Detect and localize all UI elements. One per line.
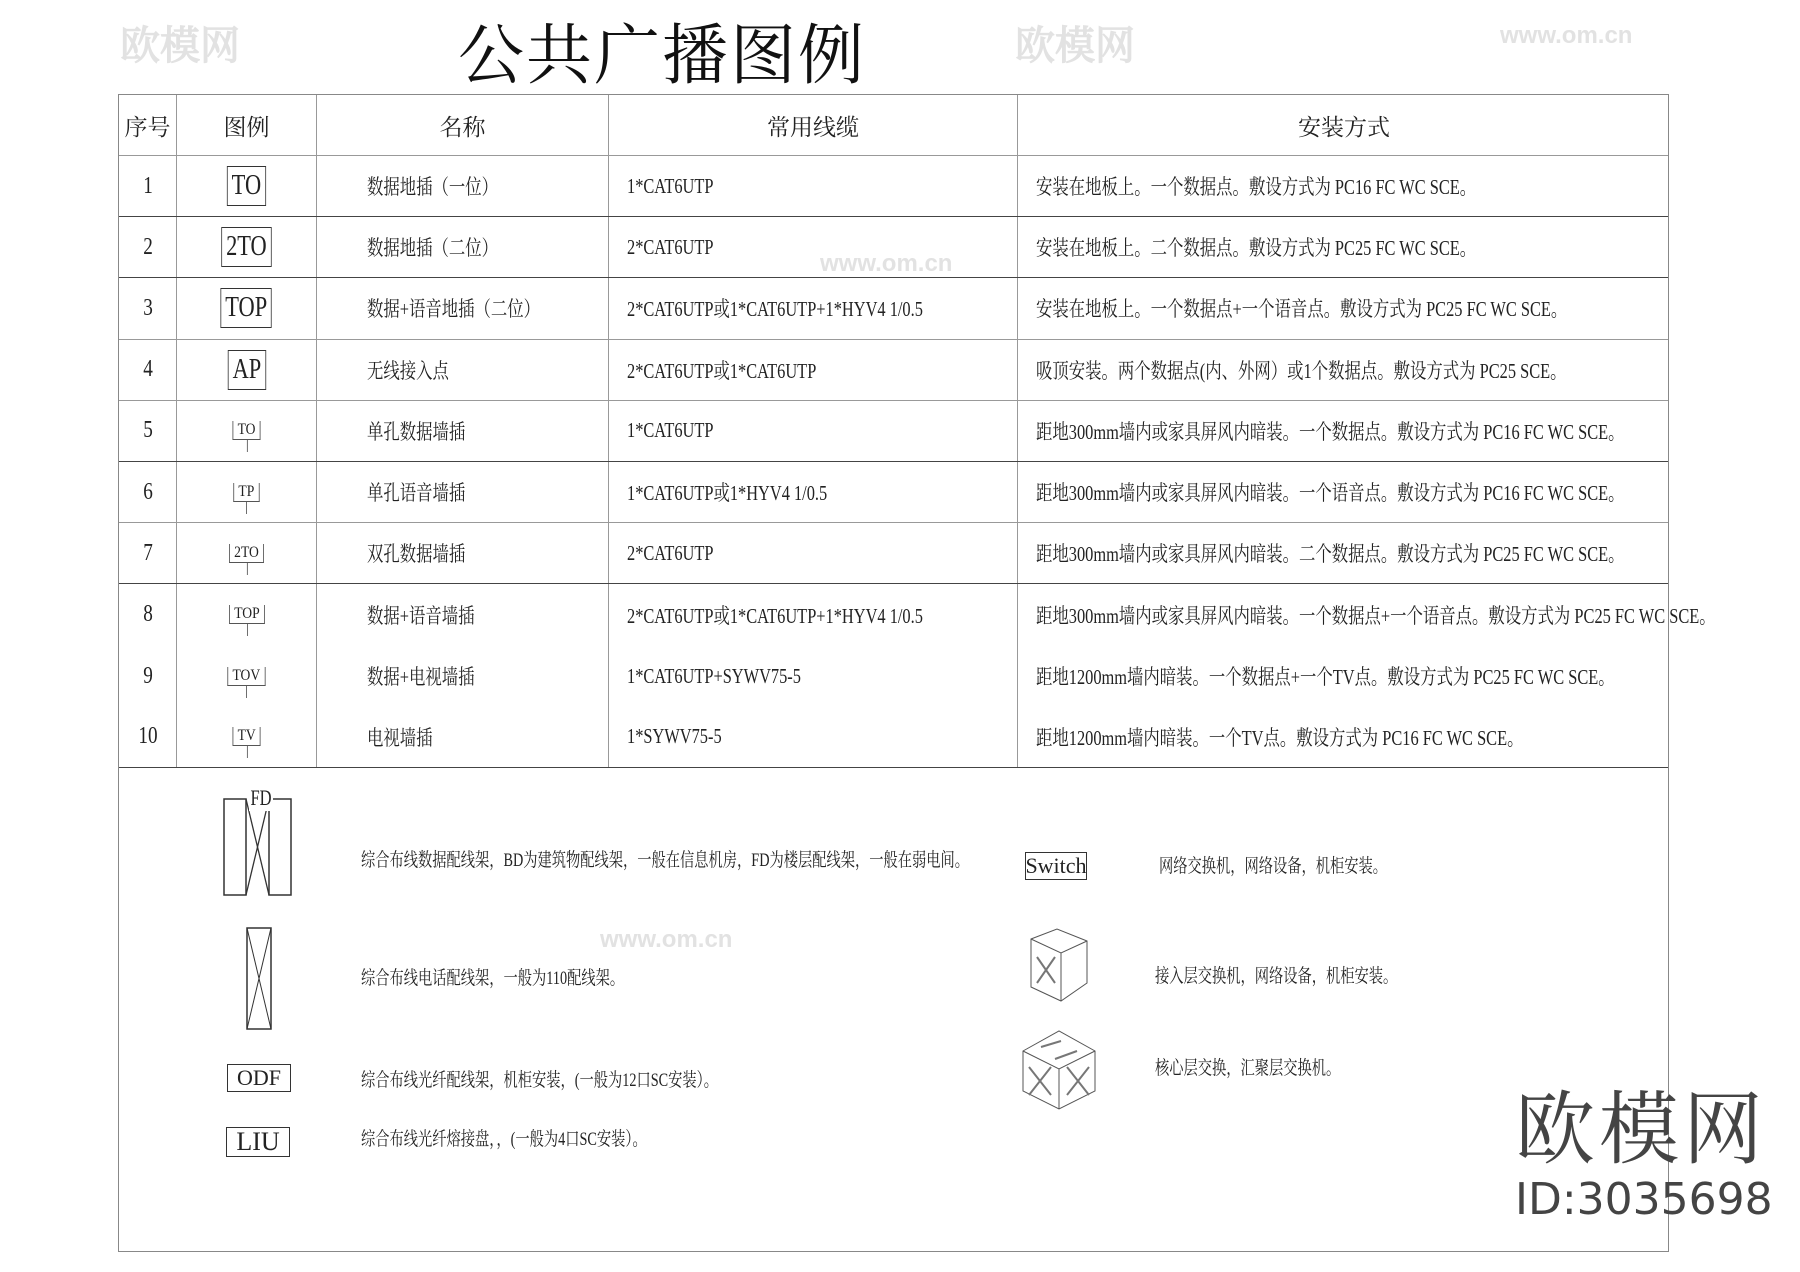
floor-outlet-symbol: TOP — [221, 288, 273, 328]
fd-label: FD — [250, 785, 272, 810]
table-row — [119, 523, 1668, 584]
brand-name: 欧模网 — [1515, 1083, 1767, 1176]
table-row — [119, 584, 1716, 645]
header-cable: 常用线缆 — [609, 95, 1018, 155]
row-name — [317, 217, 609, 277]
row-cable — [609, 401, 1018, 461]
wall-outlet-symbol: 2TO — [229, 544, 264, 563]
row-symbol — [177, 278, 317, 338]
row-install-text: 距地300mm墙内或家具屏风内暗装。一个数据点。敷设方式为 PC16 FC WC SCE。 — [1036, 419, 1625, 444]
wall-outlet-symbol: TP — [233, 483, 259, 502]
row-cable — [609, 646, 1018, 707]
header-symbol: 图例 — [177, 95, 317, 155]
row-number-text: 3 — [142, 294, 153, 321]
row-name-text: 单孔数据墙插 — [367, 419, 466, 444]
table-row — [119, 707, 1668, 768]
row-name-text: 电视墙插 — [367, 725, 433, 750]
row-symbol — [177, 707, 317, 767]
brand-id: ID:3035698 — [1515, 1174, 1773, 1225]
odf-symbol: ODF — [227, 1064, 291, 1092]
row-install — [1018, 340, 1670, 400]
row-install-text: 安装在地板上。二个数据点。敷设方式为 PC25 FC WC SCE。 — [1036, 236, 1477, 261]
row-name-text: 双孔数据墙插 — [367, 542, 466, 567]
watermark-logo: 欧模网 — [120, 24, 240, 68]
row-number-text: 4 — [142, 356, 153, 383]
row-number-text: 8 — [142, 601, 153, 628]
watermark-site: www.om.cn — [600, 926, 733, 953]
row-name-text: 数据+语音墙插 — [367, 603, 475, 628]
row-symbol — [177, 462, 317, 522]
row-number — [119, 217, 177, 277]
row-cable-text: 1*CAT6UTP+SYWV75-5 — [627, 663, 801, 688]
row-number — [119, 156, 177, 216]
header-no: 序号 — [119, 95, 177, 155]
table-row — [119, 401, 1668, 462]
row-install — [1018, 217, 1670, 277]
core-switch-icon — [1021, 1029, 1097, 1111]
row-install-text: 距地300mm墙内或家具屏风内暗装。二个数据点。敷设方式为 PC25 FC WC SCE。 — [1036, 542, 1625, 567]
row-cable — [609, 462, 1018, 522]
row-name — [317, 401, 609, 461]
row-symbol — [177, 401, 317, 461]
row-number — [119, 401, 177, 461]
row-install-text: 安装在地板上。一个数据点+一个语音点。敷设方式为 PC25 FC WC SCE。 — [1036, 297, 1568, 322]
watermark-site: www.om.cn — [1500, 22, 1633, 49]
row-name — [317, 523, 609, 583]
row-name — [317, 462, 609, 522]
row-install — [1018, 278, 1670, 338]
row-name — [317, 646, 609, 707]
row-number-text: 5 — [142, 417, 153, 444]
row-cable-text: 1*CAT6UTP — [627, 173, 714, 198]
row-number — [119, 278, 177, 338]
row-cable-text: 1*CAT6UTP — [627, 418, 714, 443]
row-cable — [609, 278, 1018, 338]
fd-description: 综合布线数据配线架，BD为建筑物配线架，一般在信息机房，FD为楼层配线架，一般在弱电间。 — [361, 850, 970, 871]
row-number — [119, 646, 177, 707]
liu-symbol: LIU — [226, 1127, 290, 1157]
switch-symbol: Switch — [1025, 853, 1087, 878]
floor-outlet-symbol: TO — [227, 166, 266, 206]
table-row — [119, 462, 1668, 523]
row-name — [317, 340, 609, 400]
odf-description: 综合布线光纤配线架，机柜安装，(一般为12口SC安装）。 — [361, 1070, 719, 1091]
row-number-text: 7 — [142, 539, 153, 566]
row-cable — [609, 707, 1018, 767]
table-header — [119, 95, 1668, 156]
switch-description: 网络交换机，网络设备，机柜安装。 — [1159, 856, 1388, 877]
row-name-text: 数据+语音地插（二位） — [367, 297, 541, 322]
access-switch-description: 接入层交换机，网络设备，机柜安装。 — [1155, 966, 1398, 987]
row-number — [119, 462, 177, 522]
page-title: 公共广播图例 — [458, 20, 866, 93]
row-number — [119, 707, 177, 767]
table-row — [119, 340, 1668, 401]
table-row — [119, 646, 1668, 707]
row-name — [317, 278, 609, 338]
row-cable — [609, 523, 1018, 583]
row-cable-text: 1*CAT6UTP或1*HYV4 1/0.5 — [627, 481, 828, 506]
watermark-site: www.om.cn — [820, 250, 953, 277]
row-install-text: 距地300mm墙内或家具屏风内暗装。一个数据点+一个语音点。敷设方式为 PC25 FC WC SCE。 — [1036, 603, 1716, 628]
row-name-text: 单孔语音墙插 — [367, 481, 466, 506]
row-cable-text: 1*SYWV75-5 — [627, 724, 722, 749]
row-cable — [609, 217, 1018, 277]
watermark-logo: 欧模网 — [1015, 24, 1135, 68]
table-row — [119, 217, 1668, 278]
row-cable-text: 2*CAT6UTP — [627, 234, 714, 259]
row-number — [119, 584, 177, 645]
row-number-text: 9 — [142, 662, 153, 689]
wall-outlet-symbol: TO — [232, 421, 260, 440]
row-name-text: 数据地插（二位） — [367, 236, 499, 261]
row-install — [1018, 156, 1670, 216]
row-install-text: 安装在地板上。一个数据点。敷设方式为 PC16 FC WC SCE。 — [1036, 175, 1477, 200]
table-row — [119, 156, 1668, 217]
row-name-text: 无线接入点 — [367, 358, 449, 383]
row-cable — [609, 340, 1018, 400]
header-name: 名称 — [317, 95, 609, 155]
row-install — [1018, 523, 1670, 583]
row-install-text: 距地300mm墙内或家具屏风内暗装。一个语音点。敷设方式为 PC16 FC WC SCE。 — [1036, 481, 1625, 506]
floor-outlet-symbol: AP — [227, 350, 265, 390]
legend-table — [118, 94, 1716, 1252]
row-number-text: 1 — [142, 172, 153, 199]
brand-watermark — [1515, 1085, 1773, 1225]
row-install-text: 距地1200mm墙内暗装。一个数据点+一个TV点。敷设方式为 PC25 FC WC SCE。 — [1036, 665, 1615, 690]
table-row — [119, 278, 1668, 339]
row-install — [1018, 584, 1716, 645]
floor-outlet-symbol: 2TO — [221, 227, 271, 267]
row-cable — [609, 584, 1018, 645]
row-name-text: 数据地插（一位） — [367, 175, 499, 200]
row-install-text: 吸顶安装。两个数据点(内、外网）或1个数据点。敷设方式为 PC25 SCE。 — [1036, 358, 1567, 383]
row-name-text: 数据+电视墙插 — [367, 665, 475, 690]
row-number — [119, 340, 177, 400]
row-symbol — [177, 523, 317, 583]
row-number-text: 10 — [137, 723, 158, 750]
wall-outlet-symbol: TOV — [228, 667, 266, 686]
phone-rack-description: 综合布线电话配线架，一般为110配线架。 — [361, 968, 625, 989]
header-install: 安装方式 — [1298, 114, 1390, 140]
access-switch-icon — [1025, 927, 1089, 1003]
row-symbol — [177, 340, 317, 400]
legend-section — [119, 767, 1668, 1247]
row-install — [1018, 707, 1670, 767]
row-name — [317, 584, 609, 645]
row-cable-text: 2*CAT6UTP或1*CAT6UTP+1*HYV4 1/0.5 — [627, 603, 923, 628]
core-switch-description: 核心层交换，汇聚层交换机。 — [1155, 1058, 1341, 1079]
row-install — [1018, 646, 1670, 707]
row-install-text: 距地1200mm墙内暗装。一个TV点。敷设方式为 PC16 FC WC SCE。 — [1036, 725, 1524, 750]
wall-outlet-symbol: TOP — [229, 605, 265, 624]
row-symbol — [177, 646, 317, 707]
phone-rack-icon — [246, 927, 272, 1031]
row-number-text: 6 — [142, 478, 153, 505]
row-install — [1018, 401, 1670, 461]
row-name — [317, 156, 609, 216]
row-number-text: 2 — [142, 233, 153, 260]
row-cable-text: 2*CAT6UTP — [627, 540, 714, 565]
row-cable — [609, 156, 1018, 216]
row-cable-text: 2*CAT6UTP或1*CAT6UTP+1*HYV4 1/0.5 — [627, 297, 923, 322]
row-install — [1018, 462, 1670, 522]
row-name — [317, 707, 609, 767]
row-number — [119, 523, 177, 583]
row-symbol — [177, 156, 317, 216]
row-cable-text: 2*CAT6UTP或1*CAT6UTP — [627, 358, 817, 383]
row-symbol — [177, 217, 317, 277]
liu-description: 综合布线光纤熔接盘，，(一般为4口SC安装）。 — [361, 1129, 647, 1150]
wall-outlet-symbol: TV — [232, 727, 260, 746]
row-symbol — [177, 584, 317, 645]
